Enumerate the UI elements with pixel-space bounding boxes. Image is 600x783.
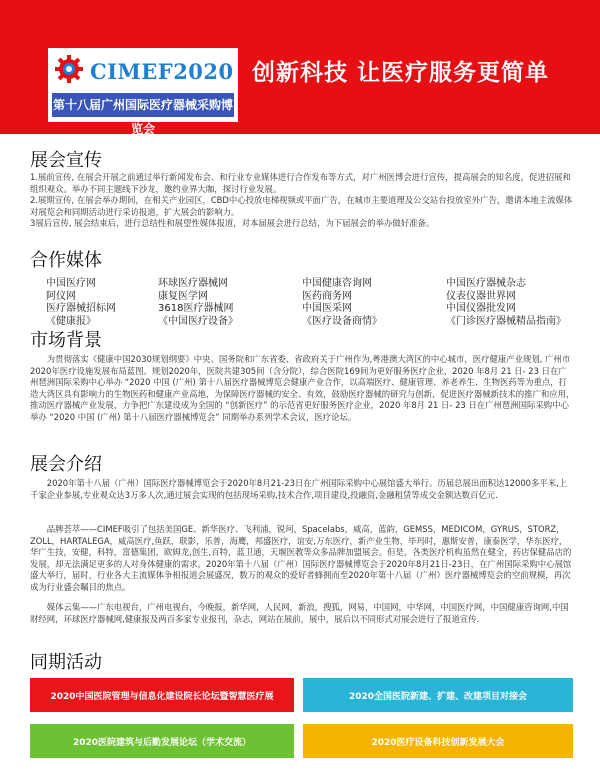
gear-logo-icon — [54, 54, 84, 88]
promotion-title: 展会宣传 — [30, 150, 102, 171]
header-banner — [0, 0, 600, 134]
media-item: 《医疗设备商情》 — [302, 315, 382, 327]
intro-paragraph-2: 品牌荟萃——CIMEF吸引了包括美国GE、新华医疗、飞利浦，锐珂，Spacelabs，威高，蓝韵，GEMSS，MEDICOM，GYRUS，STORZ，ZOLL，HARTALEGA，威高医疗,鱼跃，联影，乐普，海鹰，邦盛医疗，谊安,万东医疗，新产业生物，毕玛时，惠斯安普，康泰医学，华东医疗，华广生技，安健，科特，富德集团，欧姆龙,创生,百特，蓝卫通，天堰医教等众多品牌加盟展会。但是，各类医疗机构虽然在健全，药店保健品店的发展，却无法满足更多的人对身体健康的需求。2020年第十八届（广州）国际医疗器械博览会于2020年8月21日-23日，在广州国际采购中心展馆盛大举行，届时，行业各大主流媒体争相报道会展盛况，数万的观众的爱好者蜂拥而至2020年第十八届（广州）医疗器械博览会的空前规模，再次成为行业盛会瞩目的焦点。 — [30, 524, 572, 592]
background-title: 市场背景 — [30, 330, 102, 351]
promotion-paragraph-3: 3展后宣传, 展会结束后，进行总结性和展望性媒体报道，对本届展会进行总结，为下届展会的举办做好准备。 — [30, 218, 435, 229]
media-item: 阿仪网 — [46, 290, 76, 302]
media-item: 医疗器械招标网 — [46, 303, 116, 314]
media-list — [46, 278, 586, 328]
event-button-hospital-management[interactable]: 2020中国医院管理与信息化建设院长论坛暨智慧医疗展 — [30, 678, 294, 712]
media-item: 中国医疗网 — [46, 278, 96, 289]
intro-title: 展会介绍 — [30, 454, 102, 475]
media-item: 《中国医疗设备》 — [158, 315, 238, 327]
promotion-paragraph-1: 1.展前宣传, 在展会开展之前通过举行新闻发布会、和行业专业媒体进行合作发布等方式，对广州医博会进行宣传，提高展会的知名度，促进招展和组织观众。举办不同主题线下沙龙，邀约业界大咖，探讨行业发展。 — [30, 172, 571, 194]
intro-paragraph-1: 2020年第十八届（广州）国际医疗器械博览会于2020年8月21-23日在广州国际采购中心展馆盛大举行。历届总展出面积达12000多平米,上千家企业参展,专业观众达3万多人次,通过展会实现的包括现场采购,技术合作,项目建设,投融资,金融租赁等成交金额达数百亿元. — [30, 478, 568, 500]
event-button-hospital-construction[interactable]: 2020全国医院新建、扩建、改建项目对接会 — [303, 678, 573, 712]
media-item: 中国健康咨询网 — [302, 278, 372, 289]
media-item: 医药商务网 — [302, 290, 352, 302]
media-item: 中国仪器批发网 — [446, 303, 516, 314]
media-item: 《门诊医疗器械精品指南》 — [446, 315, 566, 327]
promotion-paragraph-2: 2.展期宣传, 在展会举办期间，在相关产业园区，CBD中心投放电梯视频或平面广告，在城市主要道理及公交站台投放室外广告，邀请本地主流媒体对展览会和同期活动进行采访报道，扩大展会的影响力。 — [30, 195, 573, 217]
media-item: 中国医采网 — [302, 303, 352, 314]
logo — [48, 48, 238, 136]
slogan: 创新科技 让医疗服务更简单 — [252, 60, 550, 86]
media-item: 康复医学网 — [158, 290, 208, 302]
media-item: 3618医疗器械网 — [158, 303, 234, 314]
intro-paragraph-3: 媒体云集——广东电视台，广州电视台，今晚报，新华网，人民网，新浪，搜狐，网易，中国网，中华网，中国医疗网，中国健康咨询网,中国财经网，环球医疗器械网,健康报及两百多家专业报刊，杂志，网站在展前，展中，展后以不同形式对展会进行了报道宣传. — [30, 602, 569, 624]
event-button-equipment-innovation[interactable]: 2020医疗设备科技创新发展大会 — [303, 724, 573, 758]
media-title: 合作媒体 — [30, 250, 102, 271]
media-item: 中国医疗器械杂志 — [446, 278, 526, 289]
logo-text: CIMEF2020 — [90, 58, 234, 84]
event-button-logistics-forum[interactable]: 2020医院建筑与后勤发展论坛（学术交流） — [30, 724, 294, 758]
media-item: 环球医疗器械网 — [158, 278, 228, 289]
logo-subtitle: 第十八届广州国际医疗器械采购博览会 — [52, 93, 234, 117]
promotion-body — [30, 172, 575, 230]
media-item: 《健康报》 — [46, 315, 96, 327]
events-title: 同期活动 — [30, 652, 102, 673]
media-item: 仪表仪器世界网 — [446, 290, 516, 302]
background-paragraph: 为贯彻落实《健康中国2030规划纲要》中央、国务院和广东省委、省政府关于广州作为,粤港澳大湾区的中心城市，医疗健康产业规划, 广州市2020年医疗设施发展布局蓝图。规划2020年，医院共建305间（含分院），综合医院169间为更好服务医疗企业，2020 年8月 21 日- 23 日在广州琶洲国际采购中心举办 “2020 中国 (广州) 第十八届医疗器械博览会健康产业合作，以高端医疗、健康管理、养老养生、生物医药等为重点，打造大湾区具有影响力的生物医药和健康产业高地，为保障医疗器械的安全、有效，鼓励医疗器械的研究与创新，促进医疗器械新技术的推广和应用，推动医疗器械产业发展，力争把广东建设成为全国的 “创新医疗” 的示范省更好服务医疗企业，2020 年8月 21 日- 23 日在广州琶洲国际采购中心举办 “2020 中国 (广州) 第十八届医疗器械博览会” 同期举办系列学术会议，医疗论坛。 — [30, 354, 575, 422]
